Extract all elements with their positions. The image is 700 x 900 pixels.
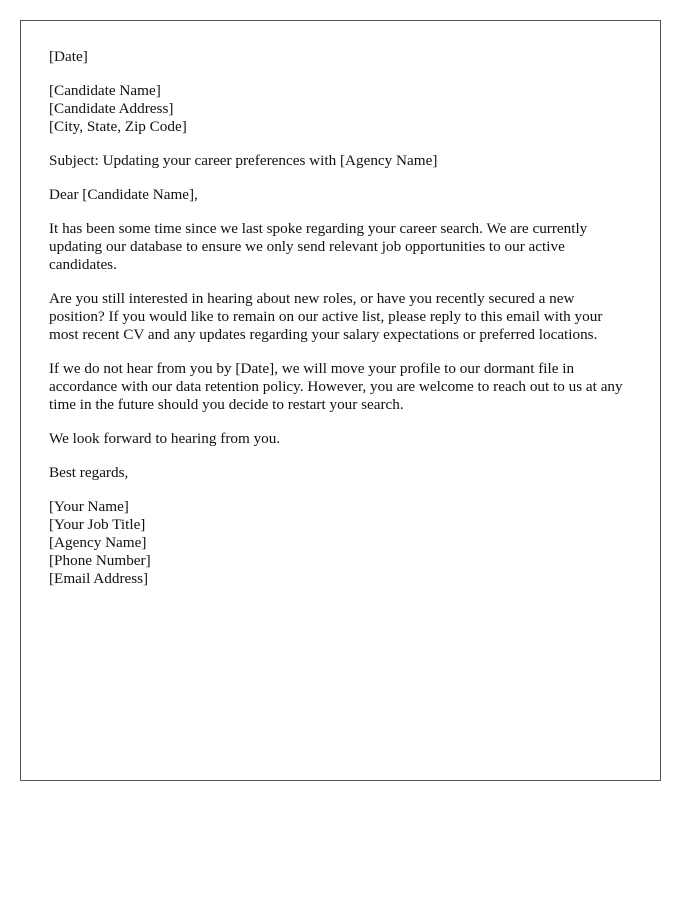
signature-job-title: [Your Job Title] [49,516,146,533]
date-text: [Date] [49,48,88,65]
body-paragraph-4: We look forward to hearing from you. [49,430,281,447]
signature-name: [Your Name] [49,498,129,515]
subject-line [49,152,632,170]
body-paragraph-2: Are you still interested in hearing about new roles, or have you recently secured a new position? If you would like to remain on our active list, please reply to this email with your most recent CV and any updates regarding your salary expectations or preferred locations. [49,290,603,343]
body-paragraph-3: If we do not hear from you by [Date], we will move your profile to our dormant file in accordance with our data retention policy. However, you are welcome to reach out to us at any time in the future should you decide to restart your search. [49,360,623,413]
signature-email: [Email Address] [49,570,149,587]
letter-page [20,20,661,781]
salutation [49,186,632,204]
body-paragraph-1: It has been some time since we last spoke regarding your career search. We are currently updating our database to ensure we only send relevant job opportunities to our active candidates. [49,220,588,273]
salutation-text: Dear [Candidate Name], [49,186,198,203]
recipient-name: [Candidate Name] [49,82,161,99]
recipient-address-block [49,82,632,136]
recipient-address: [Candidate Address] [49,100,174,117]
letter-date [49,48,632,66]
signature-agency: [Agency Name] [49,534,147,551]
signature-phone: [Phone Number] [49,552,151,569]
recipient-city-state-zip: [City, State, Zip Code] [49,118,187,135]
signature-block [49,498,632,588]
closing-text: Best regards, [49,464,129,481]
closing [49,464,632,482]
subject-text: Subject: Updating your career preferences with [Agency Name] [49,152,438,169]
